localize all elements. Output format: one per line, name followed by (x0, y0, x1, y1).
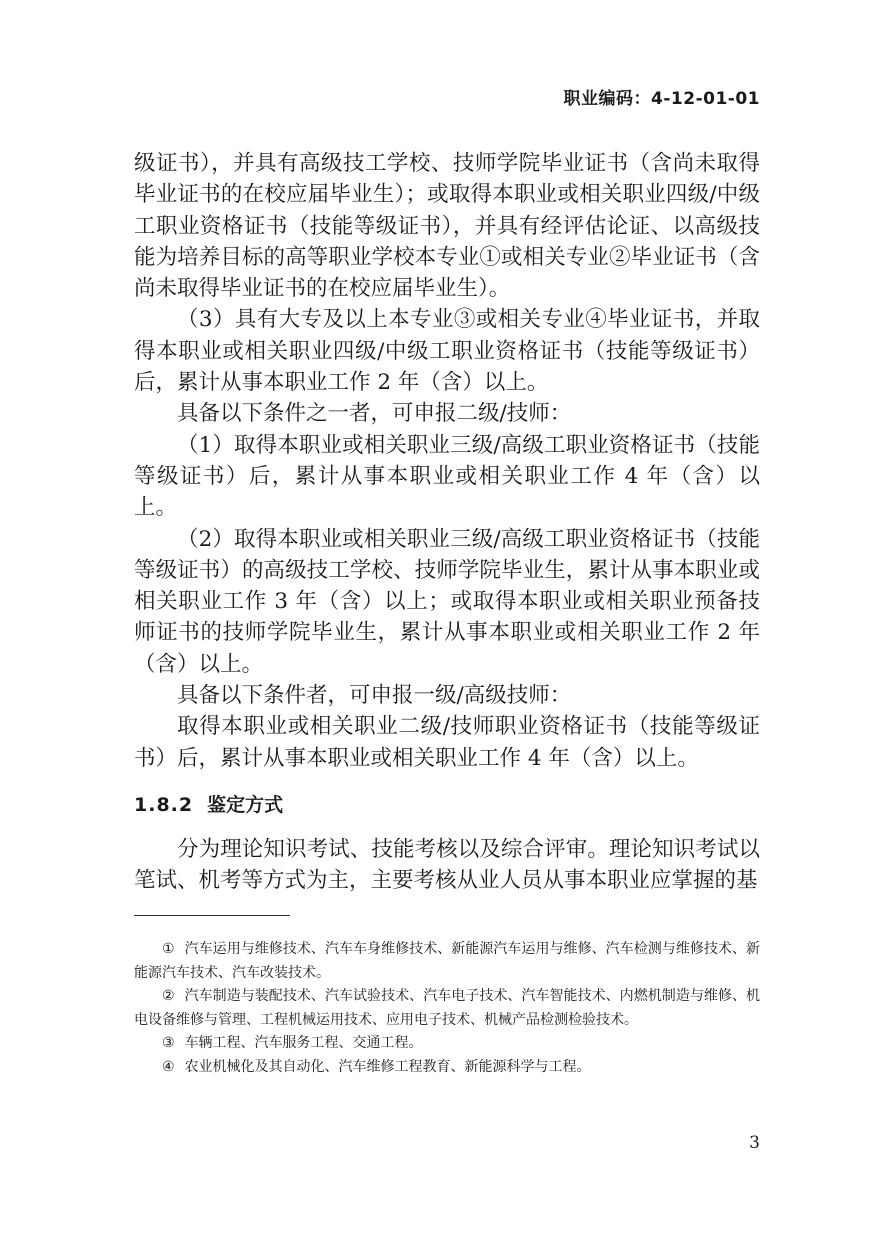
footnote-text: 汽车运用与维修技术、汽车车身维修技术、新能源汽车运用与维修、汽车检测与维修技术、新能源汽车技术、汽车改装技术。 (134, 941, 760, 981)
section-heading (134, 790, 283, 817)
paragraph-assessment-method: 分为理论知识考试、技能考核以及综合评审。理论知识考试以笔试、机考等方式为主，主要考核从业人员从事本职业应掌握的基 (134, 837, 760, 894)
paragraph-level2-condition-2: （2）取得本职业或相关职业三级/高级工职业资格证书（技能等级证书）的高级技工学校、技师学院毕业生，累计从事本职业或相关职业工作 3 年（含）以上；或取得本职业或相关职业预备技师证书的技师学院毕业生，累计从事本职业或相关职业工作 2 年（含）以上。 (134, 526, 760, 677)
footnote-1 (134, 938, 760, 985)
paragraph-level1-condition: 取得本职业或相关职业二级/技师职业资格证书（技能等级证书）后，累计从事本职业或相关职业工作 4 年（含）以上。 (134, 714, 760, 771)
occupation-code-header: 职业编码：4-12-01-01 (563, 89, 760, 109)
footnote-text: 农业机械化及其自动化、汽车维修工程教育、新能源科学与工程。 (184, 1058, 591, 1075)
paragraph-condition-3: （3）具有大专及以上本专业③或相关专业④毕业证书，并取得本职业或相关职业四级/中级工职业资格证书（技能等级证书）后，累计从事本职业工作 2 年（含）以上。 (134, 307, 760, 396)
paragraph-level1-intro: 具备以下条件者，可申报一级/高级技师： (177, 683, 572, 709)
footnote-4 (134, 1056, 760, 1080)
section-body (134, 834, 760, 897)
body-text (134, 148, 760, 774)
footnotes (134, 938, 760, 1079)
footnote-2 (134, 985, 760, 1032)
page-number: 3 (749, 1133, 760, 1153)
footnote-mark: ④ (162, 1058, 175, 1075)
footnote-divider (134, 915, 290, 916)
footnote-text: 车辆工程、汽车服务工程、交通工程。 (184, 1035, 423, 1051)
paragraph-level2-intro: 具备以下条件之一者，可申报二级/技师： (177, 401, 572, 427)
paragraph-continuation: 级证书），并具有高级技工学校、技师学院毕业证书（含尚未取得毕业证书的在校应届毕业生）；或取得本职业或相关职业四级/中级工职业资格证书（技能等级证书），并具有经评估论证、以高级技能为培养目标的高等职业学校本专业①或相关专业②毕业证书（含尚未取得毕业证书的在校应届毕业生）。 (134, 151, 760, 302)
paragraph-level2-condition-1: （1）取得本职业或相关职业三级/高级工职业资格证书（技能等级证书）后，累计从事本职业或相关职业工作 4 年（含）以上。 (134, 432, 760, 521)
footnote-mark: ② (162, 988, 175, 1004)
section-title: 鉴定方式 (207, 794, 284, 816)
footnote-text: 汽车制造与装配技术、汽车试验技术、汽车电子技术、汽车智能技术、内燃机制造与维修、机电设备维修与管理、工程机械运用技术、应用电子技术、机械产品检测检验技术。 (134, 988, 760, 1028)
footnote-3 (134, 1032, 760, 1056)
footnote-mark: ③ (162, 1035, 175, 1051)
section-number: 1.8.2 (134, 794, 194, 816)
footnote-mark: ① (162, 941, 175, 957)
